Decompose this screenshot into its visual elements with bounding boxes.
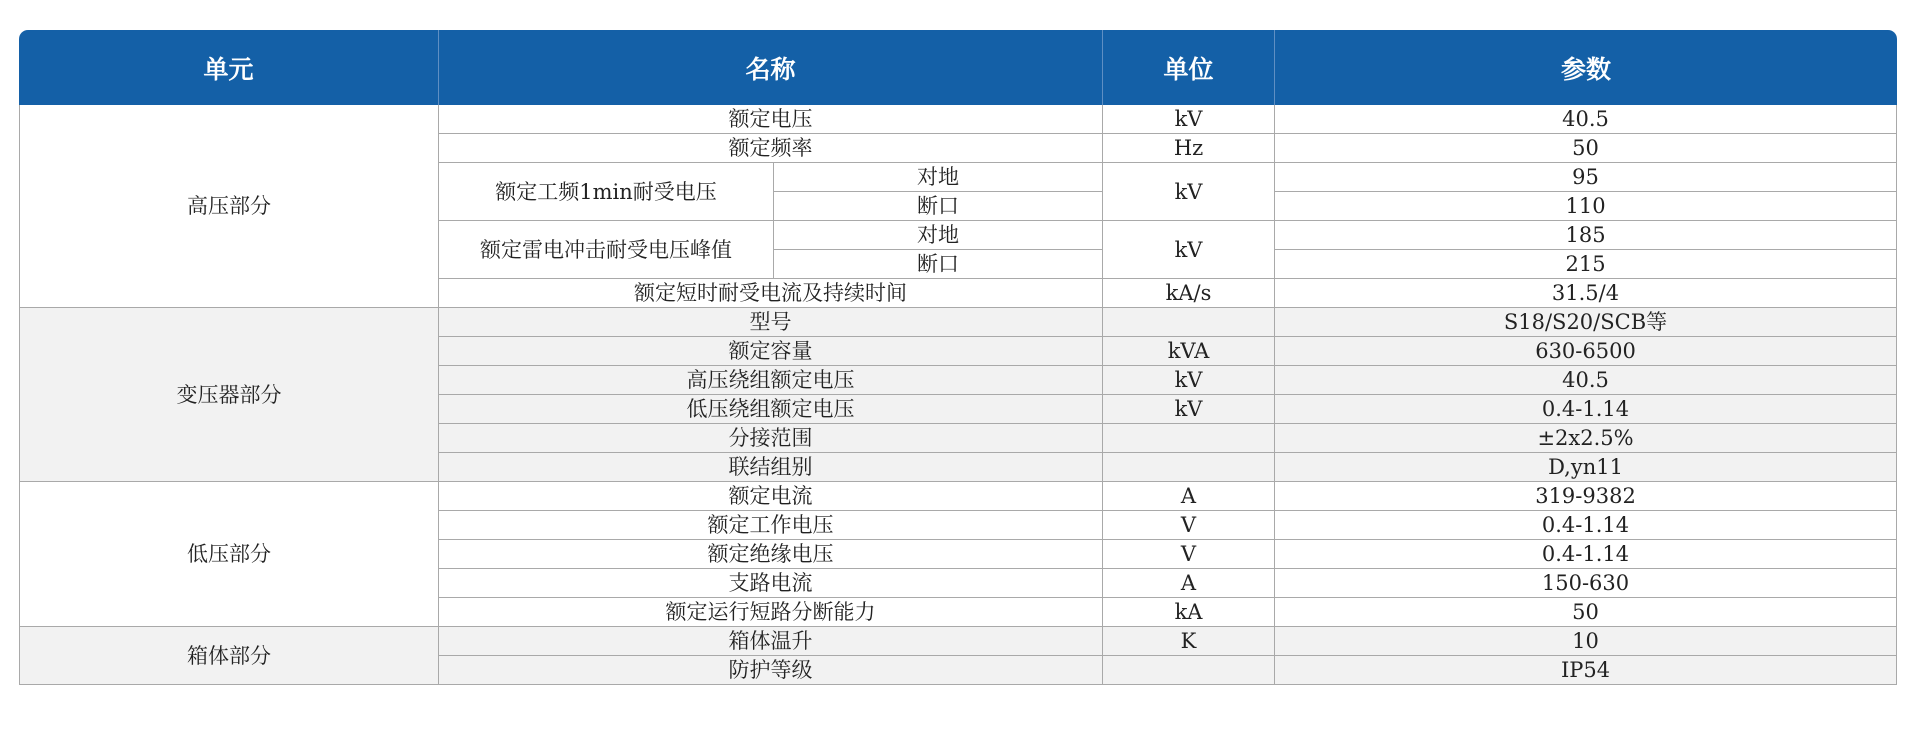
row-value: S18/S20/SCB等 — [1275, 308, 1897, 337]
row-value: IP54 — [1275, 656, 1897, 685]
row-unit — [1103, 656, 1275, 685]
row-unit: K — [1103, 627, 1275, 656]
row-unit: V — [1103, 511, 1275, 540]
row-unit: kV — [1103, 366, 1275, 395]
row-name: 额定电压 — [439, 105, 1103, 134]
row-unit — [1103, 308, 1275, 337]
row-unit — [1103, 453, 1275, 482]
row-name: 额定工频1min耐受电压 — [439, 163, 774, 221]
row-name: 支路电流 — [439, 569, 1103, 598]
row-subname: 断口 — [774, 250, 1103, 279]
row-unit: kV — [1103, 105, 1275, 134]
spec-table — [19, 30, 1897, 685]
row-value: 31.5/4 — [1275, 279, 1897, 308]
row-name: 箱体温升 — [439, 627, 1103, 656]
row-value: 40.5 — [1275, 105, 1897, 134]
row-unit — [1103, 424, 1275, 453]
row-unit: A — [1103, 482, 1275, 511]
table-row — [19, 105, 1897, 134]
group-label-transformer: 变压器部分 — [19, 308, 439, 482]
table-row — [19, 308, 1897, 337]
group-label-enclosure: 箱体部分 — [19, 627, 439, 685]
header-parameter: 参数 — [1275, 30, 1897, 105]
row-name: 额定电流 — [439, 482, 1103, 511]
row-value: 150-630 — [1275, 569, 1897, 598]
table-row — [19, 627, 1897, 656]
row-name: 型号 — [439, 308, 1103, 337]
row-value: 50 — [1275, 598, 1897, 627]
row-unit: V — [1103, 540, 1275, 569]
header-name: 名称 — [439, 30, 1103, 105]
row-name: 联结组别 — [439, 453, 1103, 482]
row-name: 额定频率 — [439, 134, 1103, 163]
row-subname: 对地 — [774, 221, 1103, 250]
row-subname: 断口 — [774, 192, 1103, 221]
row-name: 分接范围 — [439, 424, 1103, 453]
group-label-lv: 低压部分 — [19, 482, 439, 627]
row-unit: A — [1103, 569, 1275, 598]
row-value: 0.4-1.14 — [1275, 511, 1897, 540]
header-row — [19, 30, 1897, 105]
row-value: 215 — [1275, 250, 1897, 279]
row-value: 185 — [1275, 221, 1897, 250]
row-value: 10 — [1275, 627, 1897, 656]
row-name: 额定工作电压 — [439, 511, 1103, 540]
row-unit: kA — [1103, 598, 1275, 627]
row-name: 额定雷电冲击耐受电压峰值 — [439, 221, 774, 279]
spec-table-container — [19, 30, 1897, 685]
group-label-hv: 高压部分 — [19, 105, 439, 308]
row-unit: kA/s — [1103, 279, 1275, 308]
row-value: 319-9382 — [1275, 482, 1897, 511]
row-value: 0.4-1.14 — [1275, 540, 1897, 569]
header-unit: 单元 — [19, 30, 439, 105]
row-unit: kV — [1103, 221, 1275, 279]
row-name: 额定运行短路分断能力 — [439, 598, 1103, 627]
row-value: D,yn11 — [1275, 453, 1897, 482]
row-unit: Hz — [1103, 134, 1275, 163]
row-value: 630-6500 — [1275, 337, 1897, 366]
row-name: 低压绕组额定电压 — [439, 395, 1103, 424]
row-name: 额定绝缘电压 — [439, 540, 1103, 569]
row-name: 防护等级 — [439, 656, 1103, 685]
row-unit: kVA — [1103, 337, 1275, 366]
row-subname: 对地 — [774, 163, 1103, 192]
row-value: 110 — [1275, 192, 1897, 221]
header-measure-unit: 单位 — [1103, 30, 1275, 105]
row-value: ±2x2.5% — [1275, 424, 1897, 453]
row-unit: kV — [1103, 163, 1275, 221]
row-value: 0.4-1.14 — [1275, 395, 1897, 424]
row-name: 高压绕组额定电压 — [439, 366, 1103, 395]
row-name: 额定短时耐受电流及持续时间 — [439, 279, 1103, 308]
row-unit: kV — [1103, 395, 1275, 424]
row-name: 额定容量 — [439, 337, 1103, 366]
row-value: 95 — [1275, 163, 1897, 192]
table-row — [19, 482, 1897, 511]
row-value: 50 — [1275, 134, 1897, 163]
row-value: 40.5 — [1275, 366, 1897, 395]
